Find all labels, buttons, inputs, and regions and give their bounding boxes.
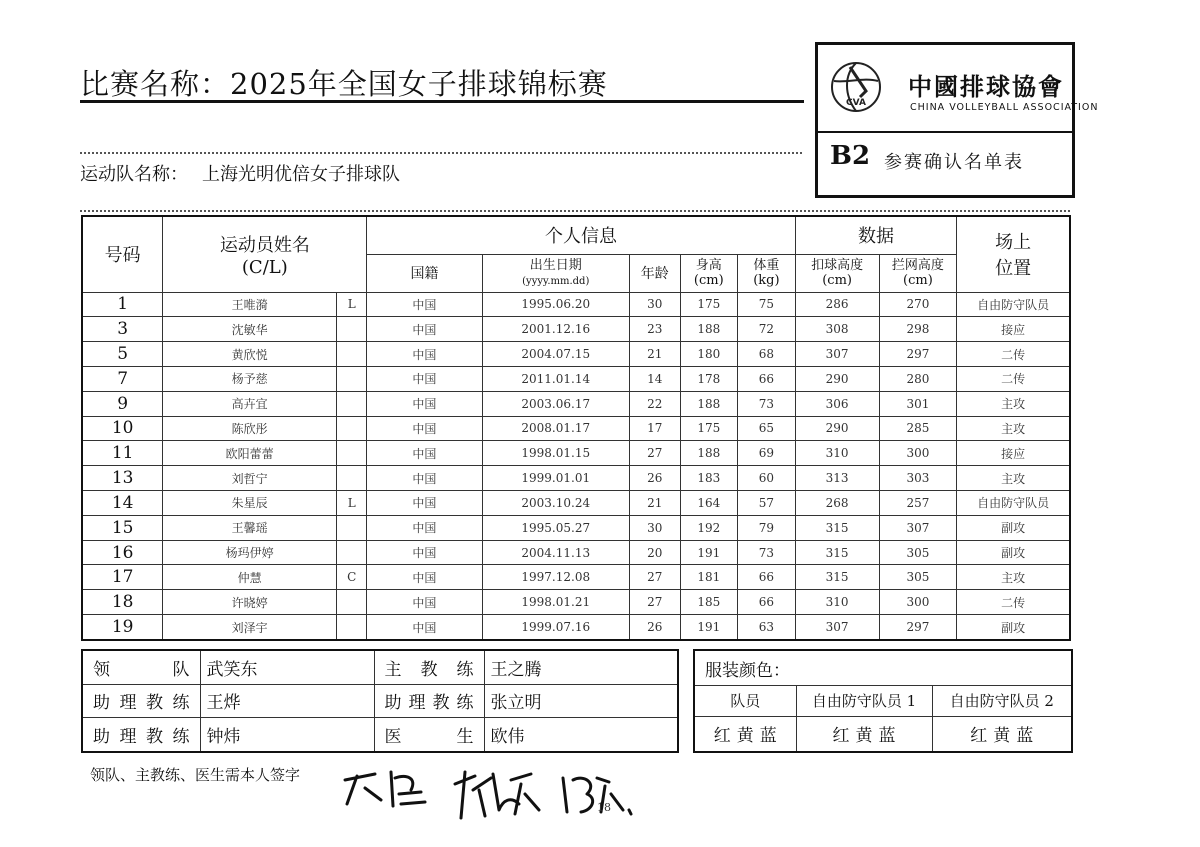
asst-label-a: 助 — [384, 693, 402, 714]
cell-position: 主攻 — [957, 466, 1070, 491]
cell-position: 主攻 — [957, 416, 1070, 441]
page-number: 18 — [597, 801, 611, 814]
head-coach-name: 王之腾 — [484, 650, 678, 684]
cell-cl — [337, 590, 367, 615]
cell-birth: 1999.01.01 — [482, 466, 629, 491]
player-row — [82, 515, 1070, 540]
cell-birth: 1998.01.15 — [482, 441, 629, 466]
cell-height: 185 — [680, 590, 738, 615]
cell-age: 20 — [630, 540, 681, 565]
cell-spike: 286 — [795, 292, 879, 317]
player-row — [82, 391, 1070, 416]
doctor-label-b: 生 — [456, 727, 474, 748]
cell-cl — [337, 317, 367, 342]
cell-cl: C — [337, 565, 367, 590]
col-position-label: 场上 — [995, 232, 1032, 254]
cell-birth: 2011.01.14 — [482, 366, 629, 391]
cell-name: 高卉宜 — [163, 391, 337, 416]
cell-nationality: 中国 — [367, 441, 482, 466]
uniform-header-row — [694, 686, 1072, 716]
cell-weight: 66 — [738, 565, 796, 590]
asst-label-d: 练 — [172, 693, 190, 714]
cell-nationality: 中国 — [367, 342, 482, 367]
cell-position: 接应 — [957, 441, 1070, 466]
cell-block: 270 — [879, 292, 957, 317]
col-block-label: 拦网高度 — [891, 258, 944, 273]
col-height-label: 身高 — [695, 258, 722, 273]
cell-height: 188 — [680, 317, 738, 342]
cell-birth: 2003.06.17 — [482, 391, 629, 416]
cell-position: 副攻 — [957, 515, 1070, 540]
cell-age: 27 — [630, 590, 681, 615]
asst-label-c: 教 — [432, 693, 450, 714]
assistant-coach-label — [82, 684, 200, 718]
cell-cl: L — [337, 491, 367, 516]
color-yellow: 黄 — [993, 726, 1011, 747]
cell-name: 刘泽宇 — [163, 615, 337, 640]
asst-label-b: 理 — [119, 693, 137, 714]
asst-label-a: 助 — [93, 693, 110, 714]
cell-block: 301 — [879, 391, 957, 416]
cell-spike: 310 — [795, 441, 879, 466]
cell-block: 297 — [879, 342, 957, 367]
cell-cl — [337, 540, 367, 565]
cell-block: 303 — [879, 466, 957, 491]
uniform-colors-row — [694, 716, 1072, 752]
cell-height: 188 — [680, 441, 738, 466]
doctor-label-a: 医 — [384, 727, 402, 748]
cell-age: 30 — [630, 292, 681, 317]
association-name-cn: 中國排球協會 — [908, 72, 1064, 101]
cell-block: 300 — [879, 590, 957, 615]
cell-number: 16 — [82, 540, 163, 565]
player-row — [82, 615, 1070, 640]
doctor-name: 欧伟 — [484, 718, 678, 752]
cell-birth: 1995.05.27 — [482, 515, 629, 540]
cell-age: 21 — [630, 491, 681, 516]
col-age: 年龄 — [630, 254, 681, 292]
staff-row — [82, 684, 678, 718]
signature-note: 领队、主教练、医生需本人签字 — [90, 766, 301, 784]
cell-number: 17 — [82, 565, 163, 590]
cell-height: 178 — [680, 366, 738, 391]
player-row — [82, 590, 1070, 615]
cell-age: 27 — [630, 441, 681, 466]
col-name — [163, 216, 367, 292]
staff-table — [81, 649, 679, 753]
cell-name: 欧阳蕾蕾 — [163, 441, 337, 466]
logo-emblem-text: CVA — [846, 98, 866, 108]
cell-spike: 306 — [795, 391, 879, 416]
cell-block: 307 — [879, 515, 957, 540]
association-logo-box — [815, 42, 1099, 198]
col-weight-label: 体重 — [753, 258, 780, 273]
cell-cl — [337, 391, 367, 416]
cell-nationality: 中国 — [367, 317, 482, 342]
cell-position: 二传 — [957, 342, 1070, 367]
cell-number: 9 — [82, 391, 163, 416]
cell-number: 15 — [82, 515, 163, 540]
col-block — [879, 254, 957, 292]
cell-height: 175 — [680, 292, 738, 317]
col-position-label-2: 位置 — [995, 258, 1032, 280]
head-coach-label-c: 练 — [456, 659, 474, 680]
cell-cl — [337, 342, 367, 367]
col-name-sub: (C/L) — [241, 256, 288, 278]
col-spike-label: 扣球高度 — [811, 258, 864, 273]
uniform-color-table — [693, 649, 1073, 753]
cell-block: 300 — [879, 441, 957, 466]
cell-nationality: 中国 — [367, 366, 482, 391]
player-row — [82, 317, 1070, 342]
cell-number: 10 — [82, 416, 163, 441]
cell-position: 主攻 — [957, 565, 1070, 590]
cell-nationality: 中国 — [367, 565, 482, 590]
cell-name: 王唯漪 — [163, 292, 337, 317]
cell-number: 13 — [82, 466, 163, 491]
cell-number: 14 — [82, 491, 163, 516]
cell-height: 183 — [680, 466, 738, 491]
col-spike — [795, 254, 879, 292]
handwritten-signatures — [335, 760, 725, 830]
color-red: 红 — [970, 726, 988, 747]
player-row — [82, 565, 1070, 590]
cell-position: 接应 — [957, 317, 1070, 342]
cell-nationality: 中国 — [367, 416, 482, 441]
cell-cl — [337, 615, 367, 640]
cell-height: 192 — [680, 515, 738, 540]
uniform-title-row — [694, 650, 1072, 686]
cell-name: 朱星辰 — [163, 491, 337, 516]
cell-spike: 310 — [795, 590, 879, 615]
cell-age: 22 — [630, 391, 681, 416]
cell-spike: 315 — [795, 540, 879, 565]
uniform-col-libero-1: 自由防守队员 1 — [796, 686, 932, 716]
player-row — [82, 441, 1070, 466]
col-number: 号码 — [82, 216, 163, 292]
cell-number: 11 — [82, 441, 163, 466]
col-height — [680, 254, 738, 292]
player-row — [82, 491, 1070, 516]
cell-position: 二传 — [957, 366, 1070, 391]
cell-height: 180 — [680, 342, 738, 367]
cell-height: 191 — [680, 540, 738, 565]
cell-name: 许晓婷 — [163, 590, 337, 615]
cell-weight: 73 — [738, 391, 796, 416]
assistant-coach-name: 钟炜 — [200, 718, 374, 752]
cell-birth: 2001.12.16 — [482, 317, 629, 342]
cell-age: 21 — [630, 342, 681, 367]
staff-row — [82, 650, 678, 684]
cell-name: 仲慧 — [163, 565, 337, 590]
color-red: 红 — [832, 726, 850, 747]
cell-block: 298 — [879, 317, 957, 342]
color-red: 红 — [713, 726, 731, 747]
color-blue: 蓝 — [878, 726, 896, 747]
team-label: 运动队名称： — [80, 164, 188, 185]
leader-label-a: 领 — [93, 659, 110, 680]
player-row — [82, 540, 1070, 565]
cell-weight: 73 — [738, 540, 796, 565]
cell-nationality: 中国 — [367, 540, 482, 565]
cell-age: 23 — [630, 317, 681, 342]
cell-spike: 313 — [795, 466, 879, 491]
cell-name: 杨予慈 — [163, 366, 337, 391]
leader-label — [82, 650, 200, 684]
cell-age: 14 — [630, 366, 681, 391]
cell-number: 19 — [82, 615, 163, 640]
col-name-label: 运动员姓名 — [219, 234, 310, 256]
cell-number: 7 — [82, 366, 163, 391]
cell-spike: 290 — [795, 366, 879, 391]
cell-birth: 1995.06.20 — [482, 292, 629, 317]
col-weight-unit: (kg) — [753, 273, 780, 288]
color-yellow: 黄 — [736, 726, 754, 747]
leader-name: 武笑东 — [200, 650, 374, 684]
asst-label-a: 助 — [93, 727, 110, 748]
cell-position: 副攻 — [957, 540, 1070, 565]
cell-spike: 308 — [795, 317, 879, 342]
cell-name: 陈欣彤 — [163, 416, 337, 441]
cell-weight: 69 — [738, 441, 796, 466]
color-blue: 蓝 — [759, 726, 777, 747]
cell-weight: 65 — [738, 416, 796, 441]
staff-row — [82, 718, 678, 752]
cell-position: 主攻 — [957, 391, 1070, 416]
cell-weight: 75 — [738, 292, 796, 317]
cell-block: 280 — [879, 366, 957, 391]
col-birth-format: (yyyy.mm.dd) — [522, 275, 590, 287]
assistant-coach-name: 王烨 — [200, 684, 374, 718]
cell-block: 257 — [879, 491, 957, 516]
player-row — [82, 342, 1070, 367]
asst-label-c: 教 — [146, 693, 163, 714]
form-code: B2 — [830, 141, 871, 171]
cell-age: 26 — [630, 615, 681, 640]
cell-height: 164 — [680, 491, 738, 516]
col-spike-unit: (cm) — [822, 273, 852, 288]
cell-height: 181 — [680, 565, 738, 590]
asst-label-b: 理 — [119, 727, 137, 748]
col-position — [957, 216, 1070, 292]
col-group-personal: 个人信息 — [367, 216, 795, 254]
assistant-coach-name: 张立明 — [484, 684, 678, 718]
cell-nationality: 中国 — [367, 491, 482, 516]
asst-label-d: 练 — [456, 693, 474, 714]
col-block-unit: (cm) — [903, 273, 933, 288]
col-weight — [738, 254, 796, 292]
match-title: 比赛名称：2025年全国女子排球锦标赛 — [80, 67, 608, 101]
cell-nationality: 中国 — [367, 590, 482, 615]
cell-birth: 2004.07.15 — [482, 342, 629, 367]
head-coach-label-b: 教 — [420, 659, 438, 680]
cell-cl — [337, 366, 367, 391]
association-name-en: CHINA VOLLEYBALL ASSOCIATION — [910, 102, 1099, 113]
cell-position: 自由防守队员 — [957, 292, 1070, 317]
cell-spike: 315 — [795, 515, 879, 540]
table-header-row — [82, 216, 1070, 254]
cell-number: 1 — [82, 292, 163, 317]
cell-cl — [337, 515, 367, 540]
form-name: 参赛确认名单表 — [884, 152, 1024, 173]
asst-label-d: 练 — [172, 727, 190, 748]
player-row — [82, 366, 1070, 391]
cell-age: 27 — [630, 565, 681, 590]
cell-weight: 57 — [738, 491, 796, 516]
col-birth-label: 出生日期 — [529, 257, 582, 273]
cell-birth: 1999.07.16 — [482, 615, 629, 640]
team-name: 上海光明优倍女子排球队 — [202, 164, 400, 185]
col-height-unit: (cm) — [693, 273, 724, 288]
cell-spike: 315 — [795, 565, 879, 590]
cell-block: 297 — [879, 615, 957, 640]
cell-nationality: 中国 — [367, 515, 482, 540]
cell-position: 自由防守队员 — [957, 491, 1070, 516]
cell-weight: 79 — [738, 515, 796, 540]
cell-cl — [337, 441, 367, 466]
dotted-divider — [80, 210, 1070, 212]
team-line — [80, 160, 414, 186]
cell-position: 副攻 — [957, 615, 1070, 640]
cell-nationality: 中国 — [367, 292, 482, 317]
player-row — [82, 416, 1070, 441]
cell-birth: 1998.01.21 — [482, 590, 629, 615]
color-blue: 蓝 — [1016, 726, 1034, 747]
cell-name: 黄欣悦 — [163, 342, 337, 367]
asst-label-b: 理 — [408, 693, 426, 714]
cell-nationality: 中国 — [367, 615, 482, 640]
player-row — [82, 466, 1070, 491]
cell-spike: 290 — [795, 416, 879, 441]
cell-height: 188 — [680, 391, 738, 416]
assistant-coach-label — [82, 718, 200, 752]
cell-spike: 307 — [795, 615, 879, 640]
cell-weight: 66 — [738, 366, 796, 391]
uniform-col-player: 队员 — [694, 686, 796, 716]
cell-spike: 268 — [795, 491, 879, 516]
cell-weight: 63 — [738, 615, 796, 640]
cell-block: 305 — [879, 540, 957, 565]
cell-name: 王馨瑶 — [163, 515, 337, 540]
cell-height: 175 — [680, 416, 738, 441]
cell-number: 5 — [82, 342, 163, 367]
uniform-col-libero-2: 自由防守队员 2 — [932, 686, 1072, 716]
cell-number: 3 — [82, 317, 163, 342]
cell-block: 305 — [879, 565, 957, 590]
asst-label-c: 教 — [146, 727, 163, 748]
cell-weight: 72 — [738, 317, 796, 342]
cell-name: 杨玛伊婷 — [163, 540, 337, 565]
color-yellow: 黄 — [855, 726, 873, 747]
cell-weight: 60 — [738, 466, 796, 491]
roster-body — [82, 292, 1070, 640]
cell-birth: 2008.01.17 — [482, 416, 629, 441]
cell-age: 26 — [630, 466, 681, 491]
uniform-colors-player — [694, 716, 796, 752]
uniform-colors-libero-1 — [796, 716, 932, 752]
title-underline — [80, 100, 804, 103]
cell-block: 285 — [879, 416, 957, 441]
cell-birth: 2003.10.24 — [482, 491, 629, 516]
cell-spike: 307 — [795, 342, 879, 367]
cell-number: 18 — [82, 590, 163, 615]
uniform-title: 服装颜色： — [694, 650, 1072, 686]
doctor-label — [374, 718, 484, 752]
player-row — [82, 292, 1070, 317]
dotted-divider — [80, 152, 802, 154]
cell-birth: 1997.12.08 — [482, 565, 629, 590]
cell-cl: L — [337, 292, 367, 317]
cell-birth: 2004.11.13 — [482, 540, 629, 565]
head-coach-label — [374, 650, 484, 684]
head-coach-label-a: 主 — [384, 659, 402, 680]
col-nationality: 国籍 — [367, 254, 482, 292]
leader-label-b: 队 — [172, 659, 190, 680]
cell-name: 沈敏华 — [163, 317, 337, 342]
roster-table — [81, 215, 1071, 641]
volleyball-logo-icon — [830, 61, 882, 113]
cell-weight: 66 — [738, 590, 796, 615]
cell-weight: 68 — [738, 342, 796, 367]
logo-divider — [818, 131, 1072, 133]
cell-cl — [337, 466, 367, 491]
cell-nationality: 中国 — [367, 391, 482, 416]
col-birth — [482, 254, 629, 292]
cell-position: 二传 — [957, 590, 1070, 615]
cell-nationality: 中国 — [367, 466, 482, 491]
cell-age: 30 — [630, 515, 681, 540]
cell-age: 17 — [630, 416, 681, 441]
cell-name: 刘哲宁 — [163, 466, 337, 491]
col-group-data: 数据 — [795, 216, 957, 254]
cell-height: 191 — [680, 615, 738, 640]
cell-cl — [337, 416, 367, 441]
uniform-colors-libero-2 — [932, 716, 1072, 752]
assistant-coach-label — [374, 684, 484, 718]
